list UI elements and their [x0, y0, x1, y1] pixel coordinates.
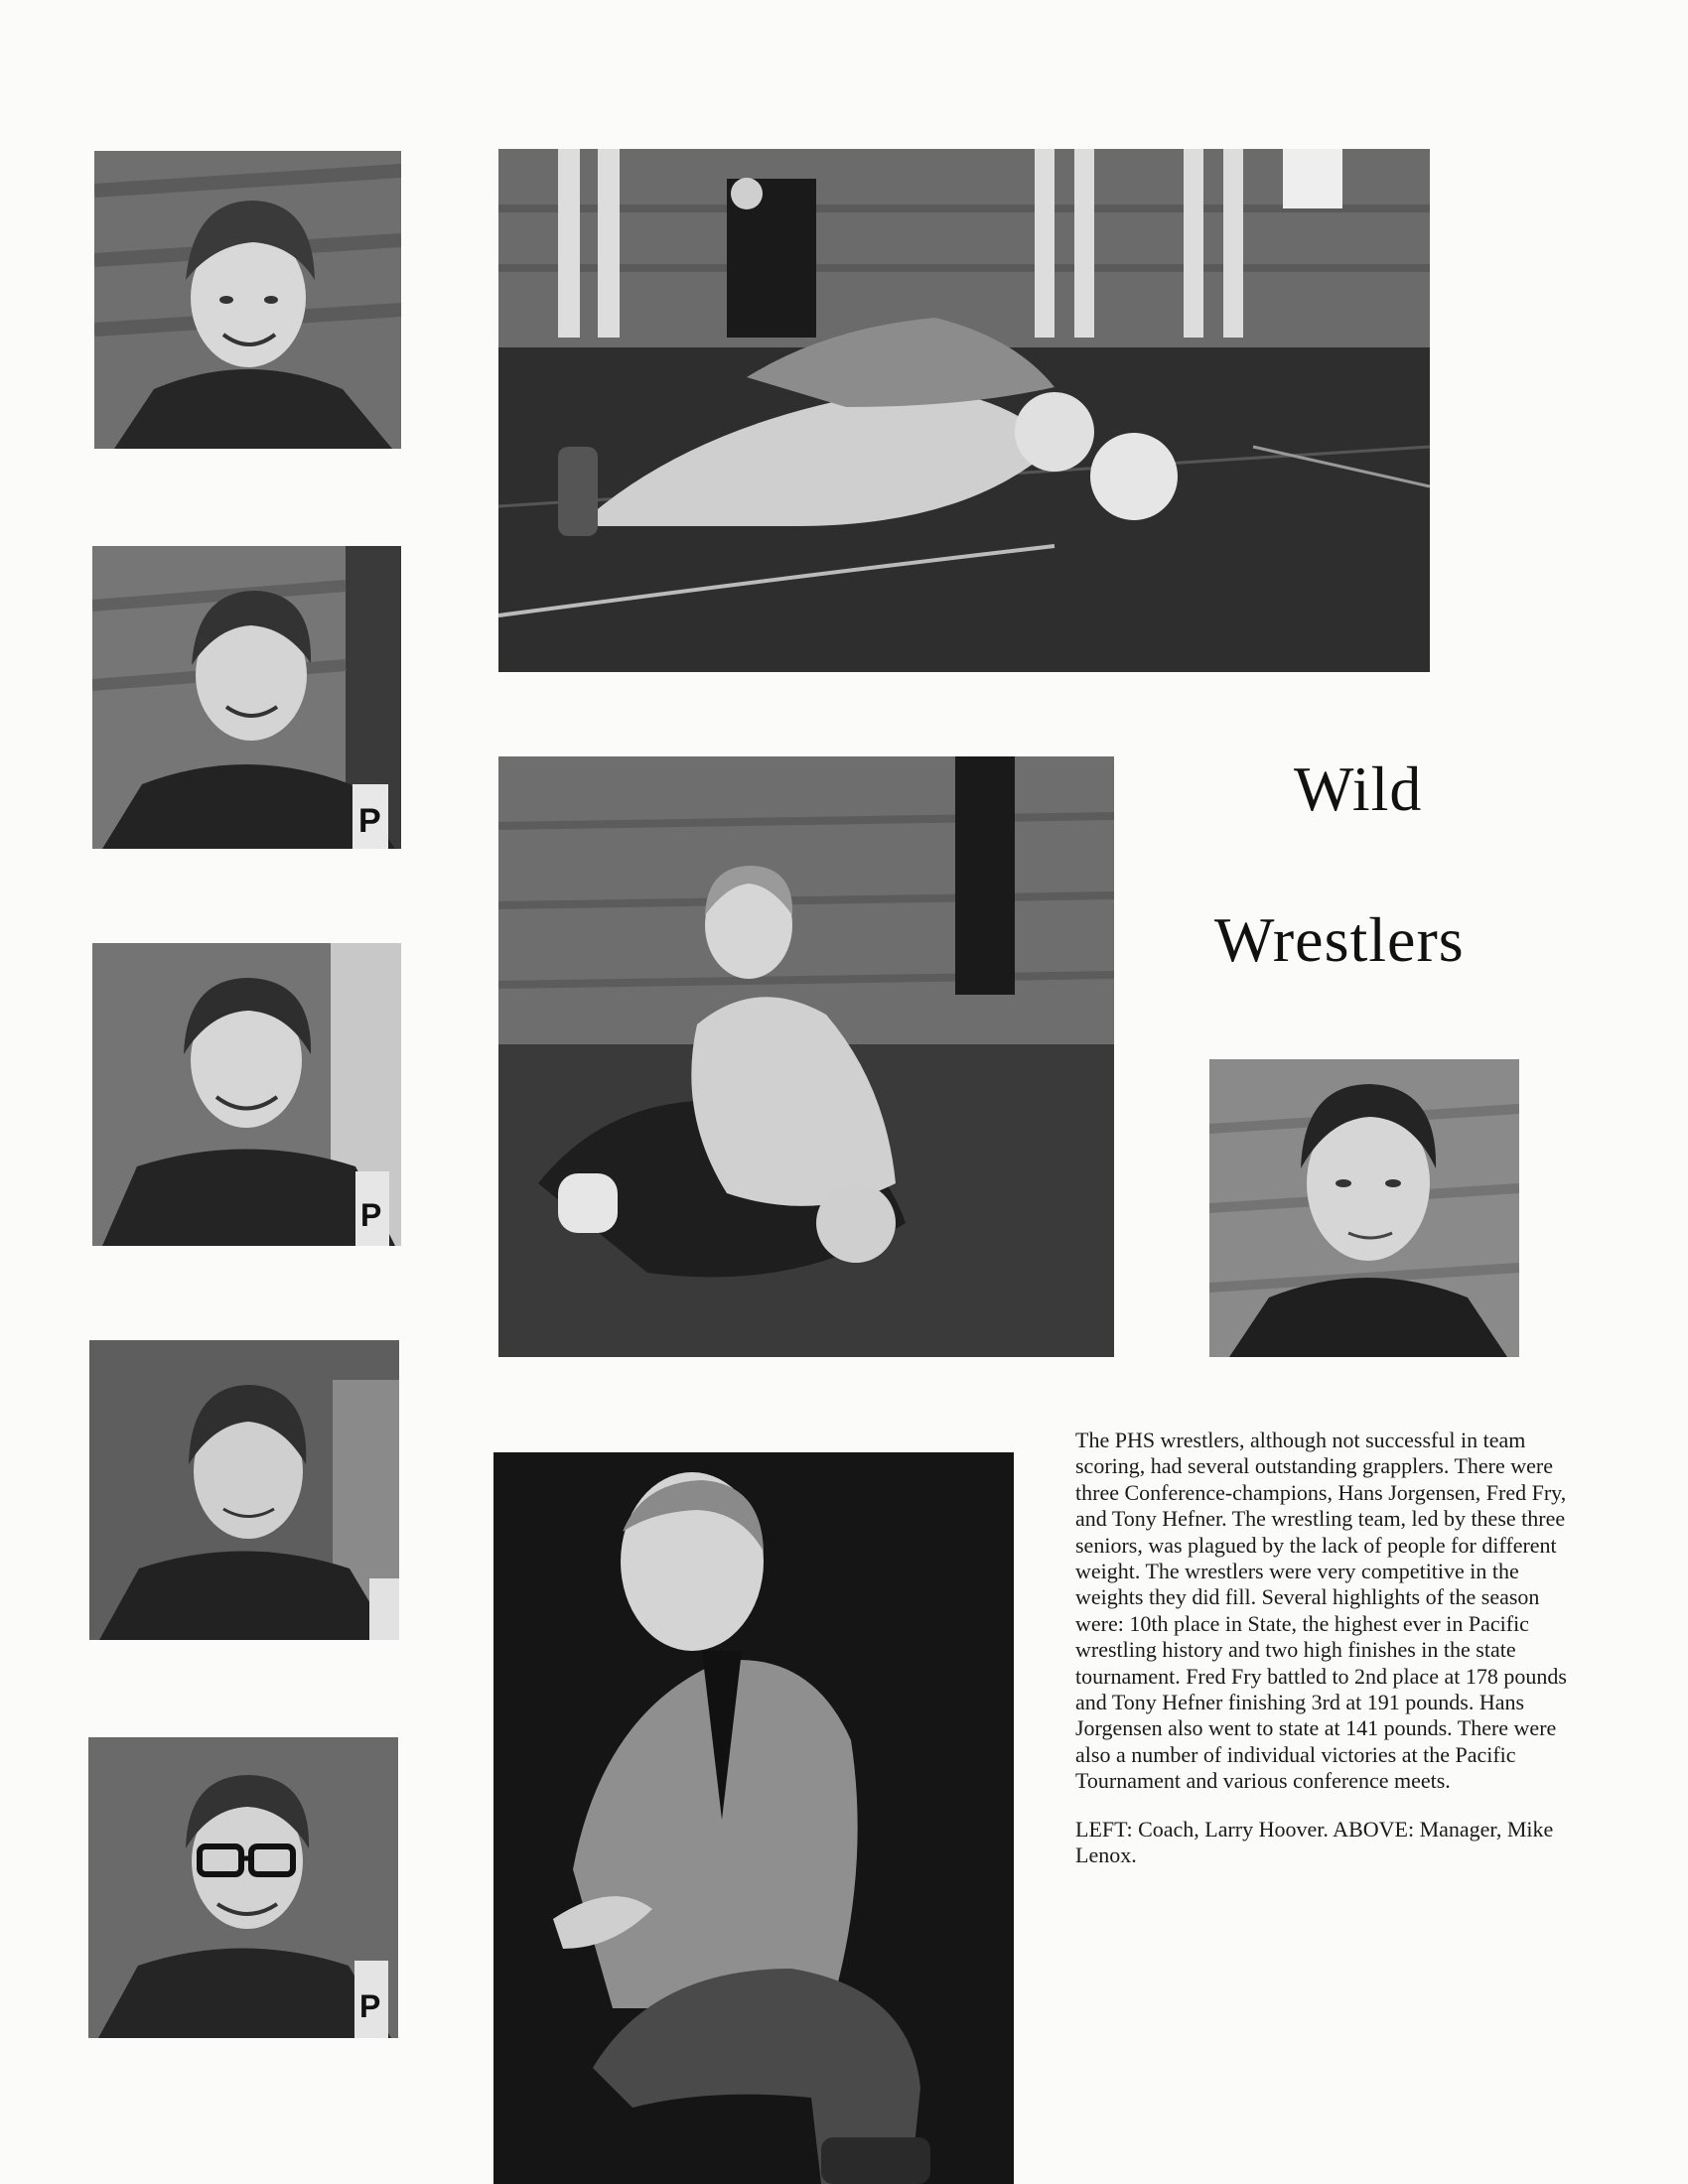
portrait-image: [92, 943, 401, 1246]
wrestler-portrait-3: [92, 943, 401, 1246]
page-title-line-2: Wrestlers: [1214, 904, 1465, 975]
manager-portrait: [1209, 1059, 1519, 1357]
wrestler-portrait-5: [88, 1737, 398, 2038]
portrait-image: [92, 546, 401, 849]
jersey-letter: P: [359, 1988, 381, 2024]
wrestler-portrait-4: [89, 1340, 399, 1640]
wrestler-portrait-1: [94, 151, 401, 449]
jersey-letter: P: [358, 802, 381, 840]
article-body: The PHS wrestlers, although not successful in team scoring, had several outstanding grapplers. There were three Conference-champions, Hans Jorgensen, Fred Fry, and Tony Hefner. The wrestling team, led by these three seniors, was plagued by the lack of people for different weight. The wrestlers were very competitive in the weights they did fill. Several highlights of the season were: 10th place in State, the highest ever in Pacific wrestling history and two high finishes in the state tournament. Fred Fry battled to 2nd place at 178 pounds and Tony Hefner finishing 3rd at 191 pounds. Hans Jorgensen also went to state at 141 pounds. There were also a number of individual victories at the Pacific Tournament and various conference meets.: [1075, 1428, 1567, 1794]
photo-caption: LEFT: Coach, Larry Hoover. ABOVE: Manager, Mike Lenox.: [1075, 1816, 1554, 1868]
portrait-image: [94, 151, 401, 449]
coach-photo: [493, 1452, 1014, 2184]
article-text: [1075, 1428, 1572, 1869]
wrestling-match-photo-middle: [498, 756, 1114, 1357]
manager-image: [1209, 1059, 1519, 1357]
portrait-image: [88, 1737, 398, 2038]
jersey-letter: P: [360, 1197, 382, 1233]
wrestling-match-photo-top: [498, 149, 1430, 672]
page-title-line-1: Wild: [1294, 753, 1423, 824]
coach-image: [493, 1452, 1014, 2184]
match-image: [498, 756, 1114, 1357]
wrestler-portrait-2: [92, 546, 401, 849]
match-image: [498, 149, 1430, 672]
portrait-image: [89, 1340, 399, 1640]
